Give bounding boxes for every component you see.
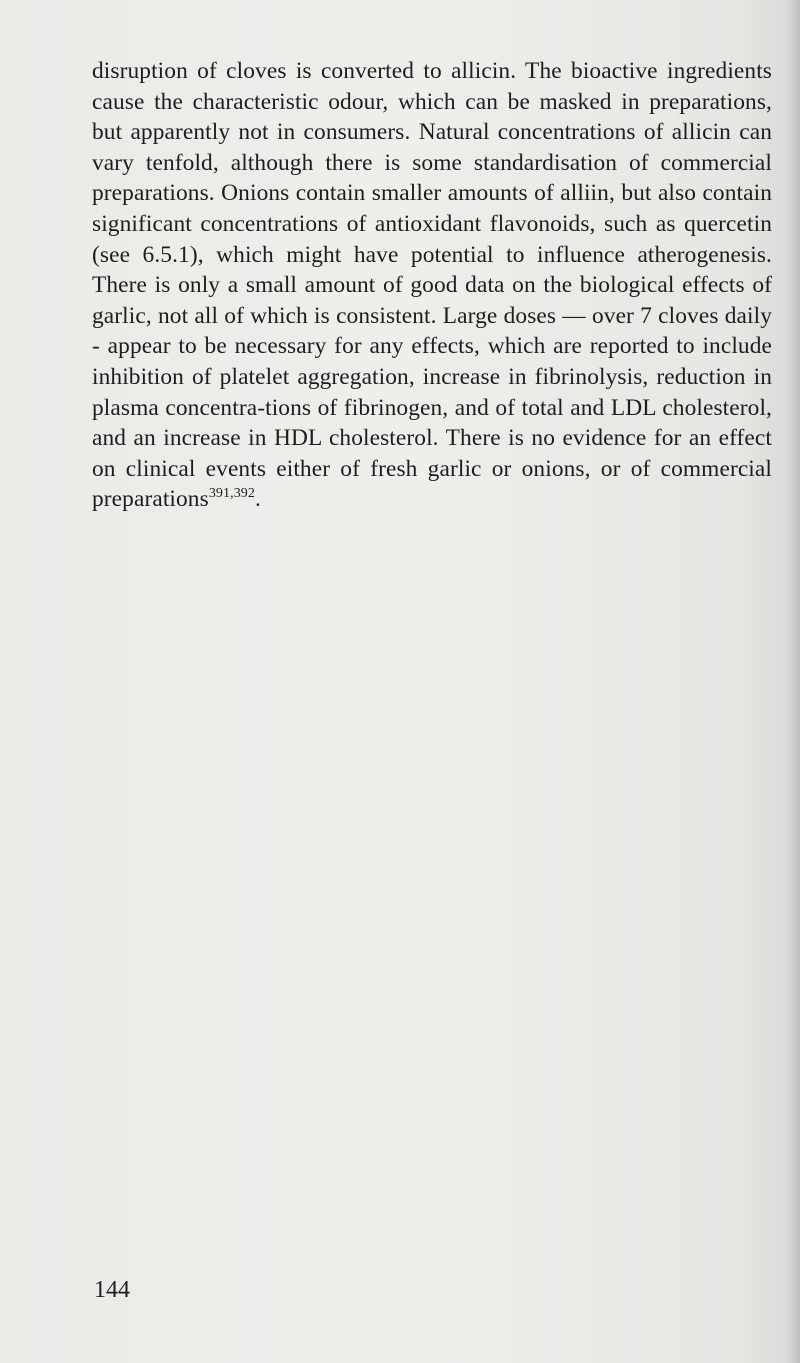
paragraph-text: disruption of cloves is converted to allicin. The bioactive ingredients cause the characteristic odour, which can be masked in preparations, but apparently not in consumers. Natural concentrations of allicin can vary tenfold, although there is some standardisation of commercial preparations. Onions contain smaller amounts of alliin, but also contain significant concentrations of antioxidant flavonoids, such as quercetin (see 6.5.1), which might have potential to influence atherogenesis. There is only a small amount of good data on the biological effects of garlic, not all of which is consistent. Large doses — over 7 cloves daily - appear to be necessary for any effects, which are reported to include inhibition of platelet aggregation, increase in fibrinolysis, reduction in plasma concentra-tions of fibrinogen, and of total and LDL cholesterol, and an increase in HDL cholesterol. There is no evidence for an effect on clinical events either of fresh garlic or onions, or of commercial preparations: [92, 58, 772, 513]
paragraph-end-punctuation: .: [255, 486, 261, 513]
page-number: 144: [94, 1277, 130, 1303]
page-edge-shadow: [786, 0, 800, 1363]
citation-superscript: 391,392: [208, 486, 256, 502]
body-paragraph: [92, 56, 772, 515]
